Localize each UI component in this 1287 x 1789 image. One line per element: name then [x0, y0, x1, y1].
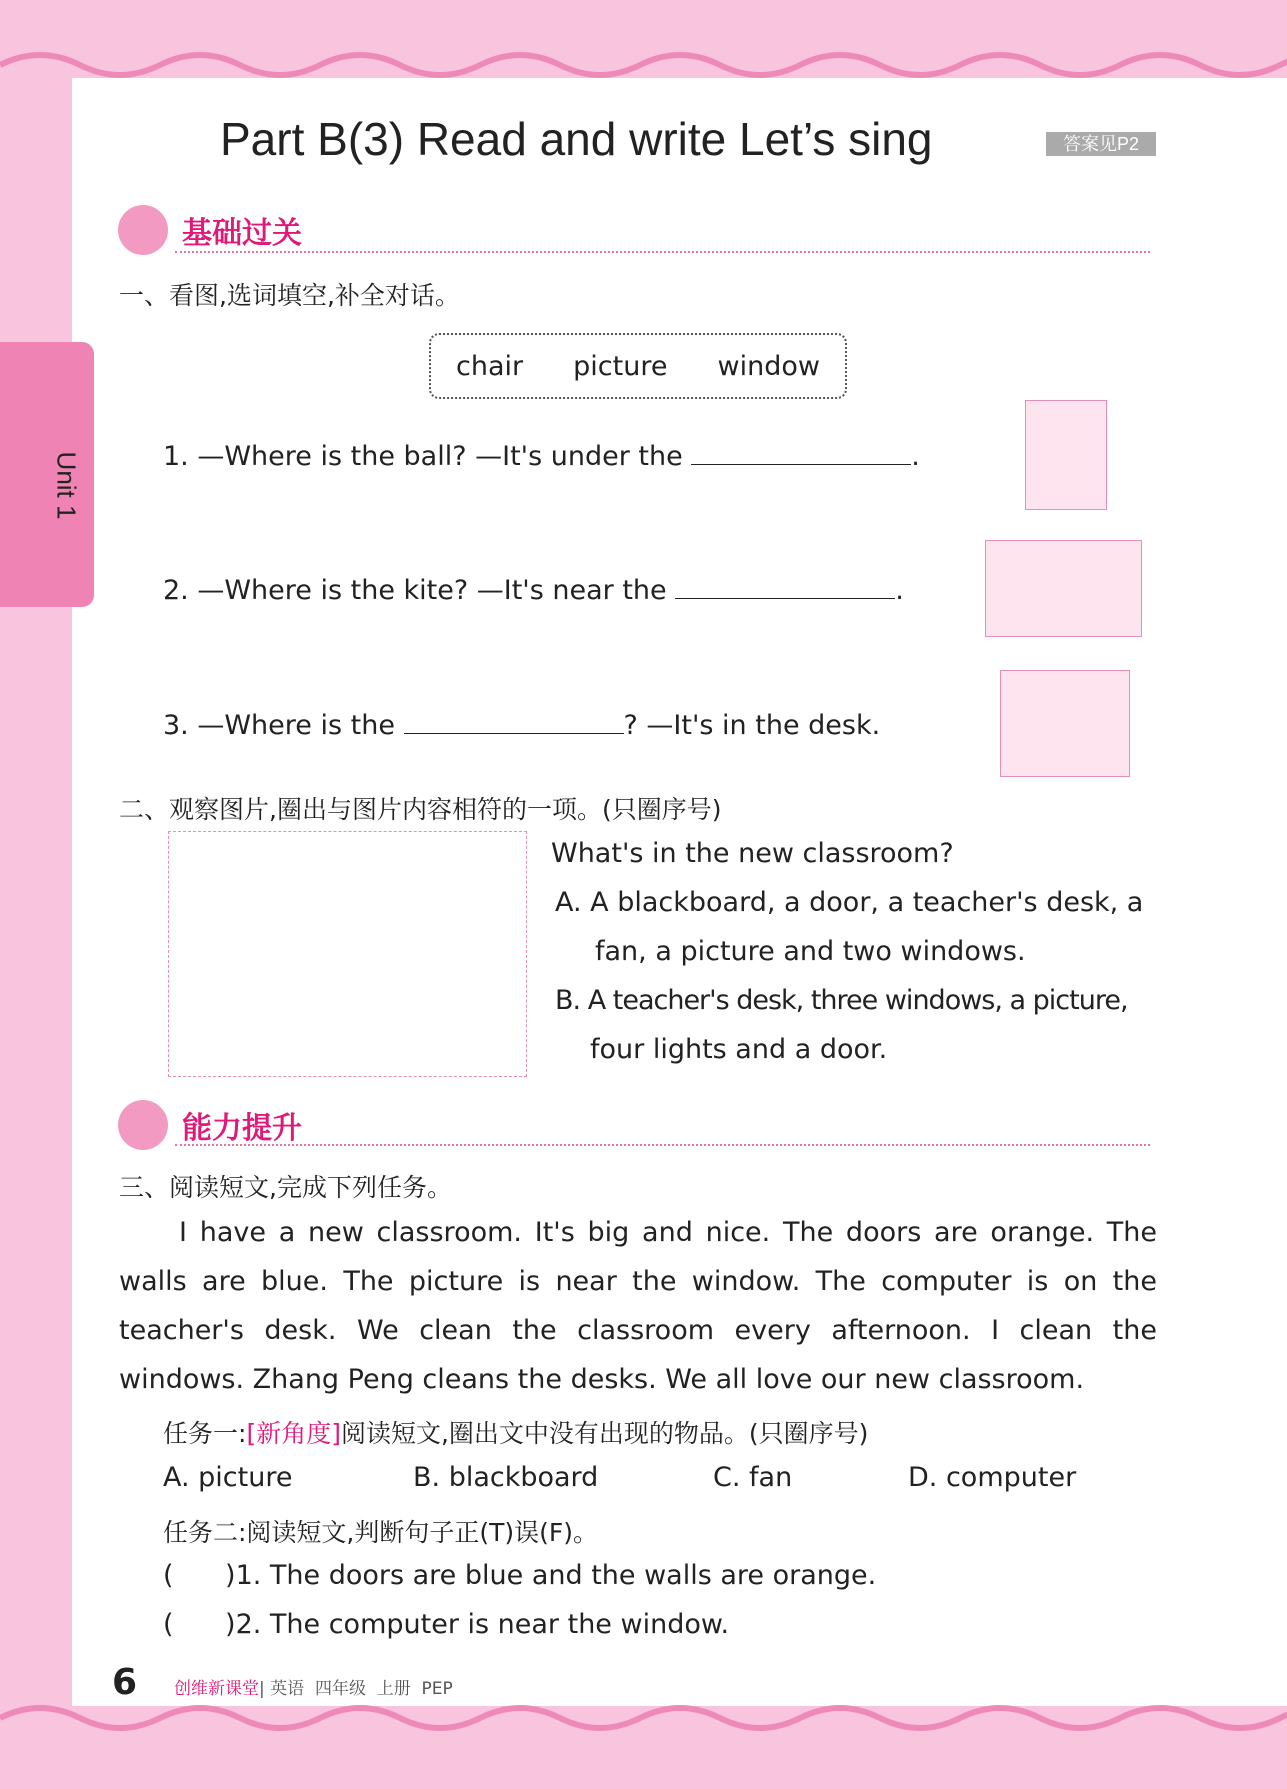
option-a-cont: fan, a picture and two windows. — [595, 936, 1026, 967]
classroom-image — [168, 831, 527, 1077]
bottom-wave-border — [0, 1698, 1287, 1738]
q2-question: What's in the new classroom? — [551, 838, 954, 869]
option-a[interactable]: A. A blackboard, a door, a teacher's desk, a — [555, 887, 1144, 918]
page-title: Part B(3) Read and write Let’s sing — [220, 113, 933, 165]
task1-option[interactable]: B. blackboard — [413, 1462, 599, 1493]
section-heading-basic: 基础过关 — [182, 216, 302, 251]
unit-tab-label: Unit 1 — [51, 451, 82, 520]
task1: 任务一:[新角度]阅读短文,圈出文中没有出现的物品。(只圈序号) — [163, 1419, 869, 1448]
answer-blank[interactable] — [675, 597, 895, 599]
divider — [175, 1144, 1150, 1146]
option-b-cont: four lights and a door. — [590, 1034, 888, 1065]
q1-item-1: 1. —Where is the ball? —It's under the . — [163, 441, 920, 472]
word: window — [717, 350, 820, 382]
q1-instruction: 一、看图,选词填空,补全对话。 — [119, 281, 460, 310]
page-number: 6 — [112, 1662, 138, 1703]
tf-item[interactable]: ( )1. The doors are blue and the walls are orange. — [163, 1560, 877, 1591]
task1-option[interactable]: D. computer — [908, 1462, 1077, 1493]
answer-blank[interactable] — [691, 463, 911, 465]
answer-ref-badge: 答案见P2 — [1046, 132, 1156, 156]
footer: 创维新课堂| 英语 四年级 上册 PEP — [174, 1679, 453, 1699]
section-mascot-icon — [118, 1100, 168, 1150]
divider — [175, 251, 1150, 253]
window-room-image — [985, 540, 1142, 637]
tf-item[interactable]: ( )2. The computer is near the window. — [163, 1609, 730, 1640]
section-mascot-icon — [118, 205, 168, 255]
q1-item-3: 3. —Where is the ? —It's in the desk. — [163, 710, 881, 741]
word: picture — [573, 350, 668, 382]
q3-instruction: 三、阅读短文,完成下列任务。 — [119, 1173, 452, 1202]
word: chair — [456, 350, 524, 382]
q1-item-2: 2. —Where is the kite? —It's near the . — [163, 575, 904, 606]
q2-instruction: 二、观察图片,圈出与图片内容相符的一项。(只圈序号) — [119, 795, 722, 824]
task2-instruction: 任务二:阅读短文,判断句子正(T)误(F)。 — [163, 1518, 599, 1547]
word-bank — [429, 333, 847, 399]
answer-blank[interactable] — [404, 732, 624, 734]
desk-image — [1000, 670, 1130, 777]
section-heading-advanced: 能力提升 — [182, 1111, 302, 1146]
task1-option[interactable]: C. fan — [713, 1462, 793, 1493]
chair-image — [1025, 400, 1107, 510]
option-b[interactable]: B. A teacher's desk, three windows, a picture, — [555, 985, 1128, 1016]
task1-option[interactable]: A. picture — [163, 1462, 293, 1493]
reading-passage: I have a new classroom. It's big and nice. The doors are orange. The walls are blue. The picture is near the window. The computer is on the teacher's desk. We clean the classroom every afternoon. I clean the windows. Zhang Peng cleans the desks. We all love our new classroom. — [119, 1217, 1157, 1395]
